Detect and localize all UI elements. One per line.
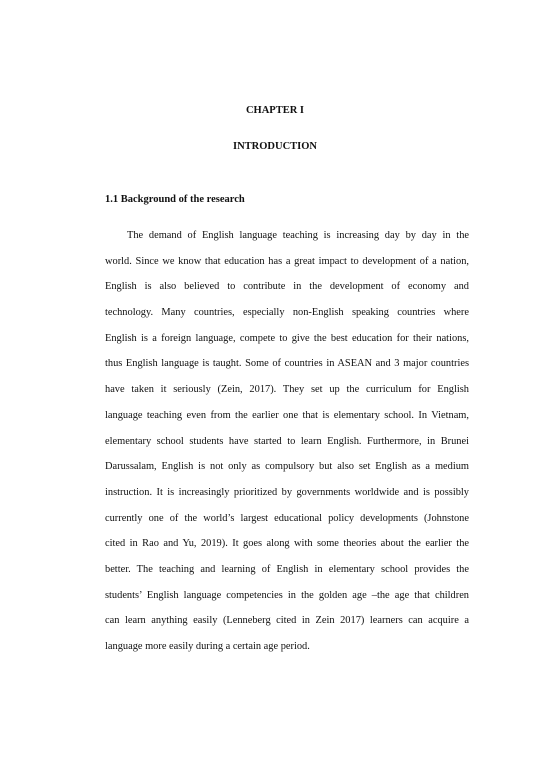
paragraph-line: instruction. It is increasingly prioritized by governments worldwide and is possibly — [105, 486, 469, 498]
paragraph-line: language more easily during a certain age period. — [105, 641, 310, 652]
paragraph-line: English is a foreign language, compete to give the best education for their nations, — [105, 332, 469, 344]
chapter-title: INTRODUCTION — [232, 141, 317, 152]
paragraph-line: world. Since we know that education has a great impact to development of a nation, — [105, 255, 469, 267]
section-heading: 1.1 Background of the research — [105, 194, 245, 205]
paragraph-line: elementary school students have started to learn English. Furthermore, in Brunei — [105, 435, 469, 447]
chapter-label: CHAPTER I — [245, 105, 305, 116]
paragraph-line: have taken it seriously (Zein, 2017). They set up the curriculum for English — [105, 384, 469, 396]
body-paragraph — [105, 223, 469, 660]
paragraph-line: English is also believed to contribute in the development of economy and — [105, 281, 469, 293]
paragraph-line: Darussalam, English is not only as compulsory but also set English as a medium — [105, 461, 469, 473]
paragraph-line: technology. Many countries, especially non-English speaking countries where — [105, 307, 469, 319]
paragraph-line: can learn anything easily (Lenneberg cited in Zein 2017) learners can acquire a — [105, 615, 469, 627]
paragraph-line: The demand of English language teaching is increasing day by day in the — [127, 230, 469, 241]
paragraph-line: language teaching even from the earlier one that is elementary school. In Vietnam, — [105, 409, 469, 421]
paragraph-line: currently one of the world’s largest educational policy developments (Johnstone — [105, 512, 469, 524]
paragraph-line: cited in Rao and Yu, 2019). It goes along with some theories about the earlier the — [105, 538, 469, 550]
paragraph-line: thus English language is taught. Some of countries in ASEAN and 3 major countries — [105, 358, 469, 370]
paragraph-line: better. The teaching and learning of English in elementary school provides the — [105, 563, 469, 575]
paragraph-line: students’ English language competencies in the golden age –the age that children — [105, 589, 469, 601]
